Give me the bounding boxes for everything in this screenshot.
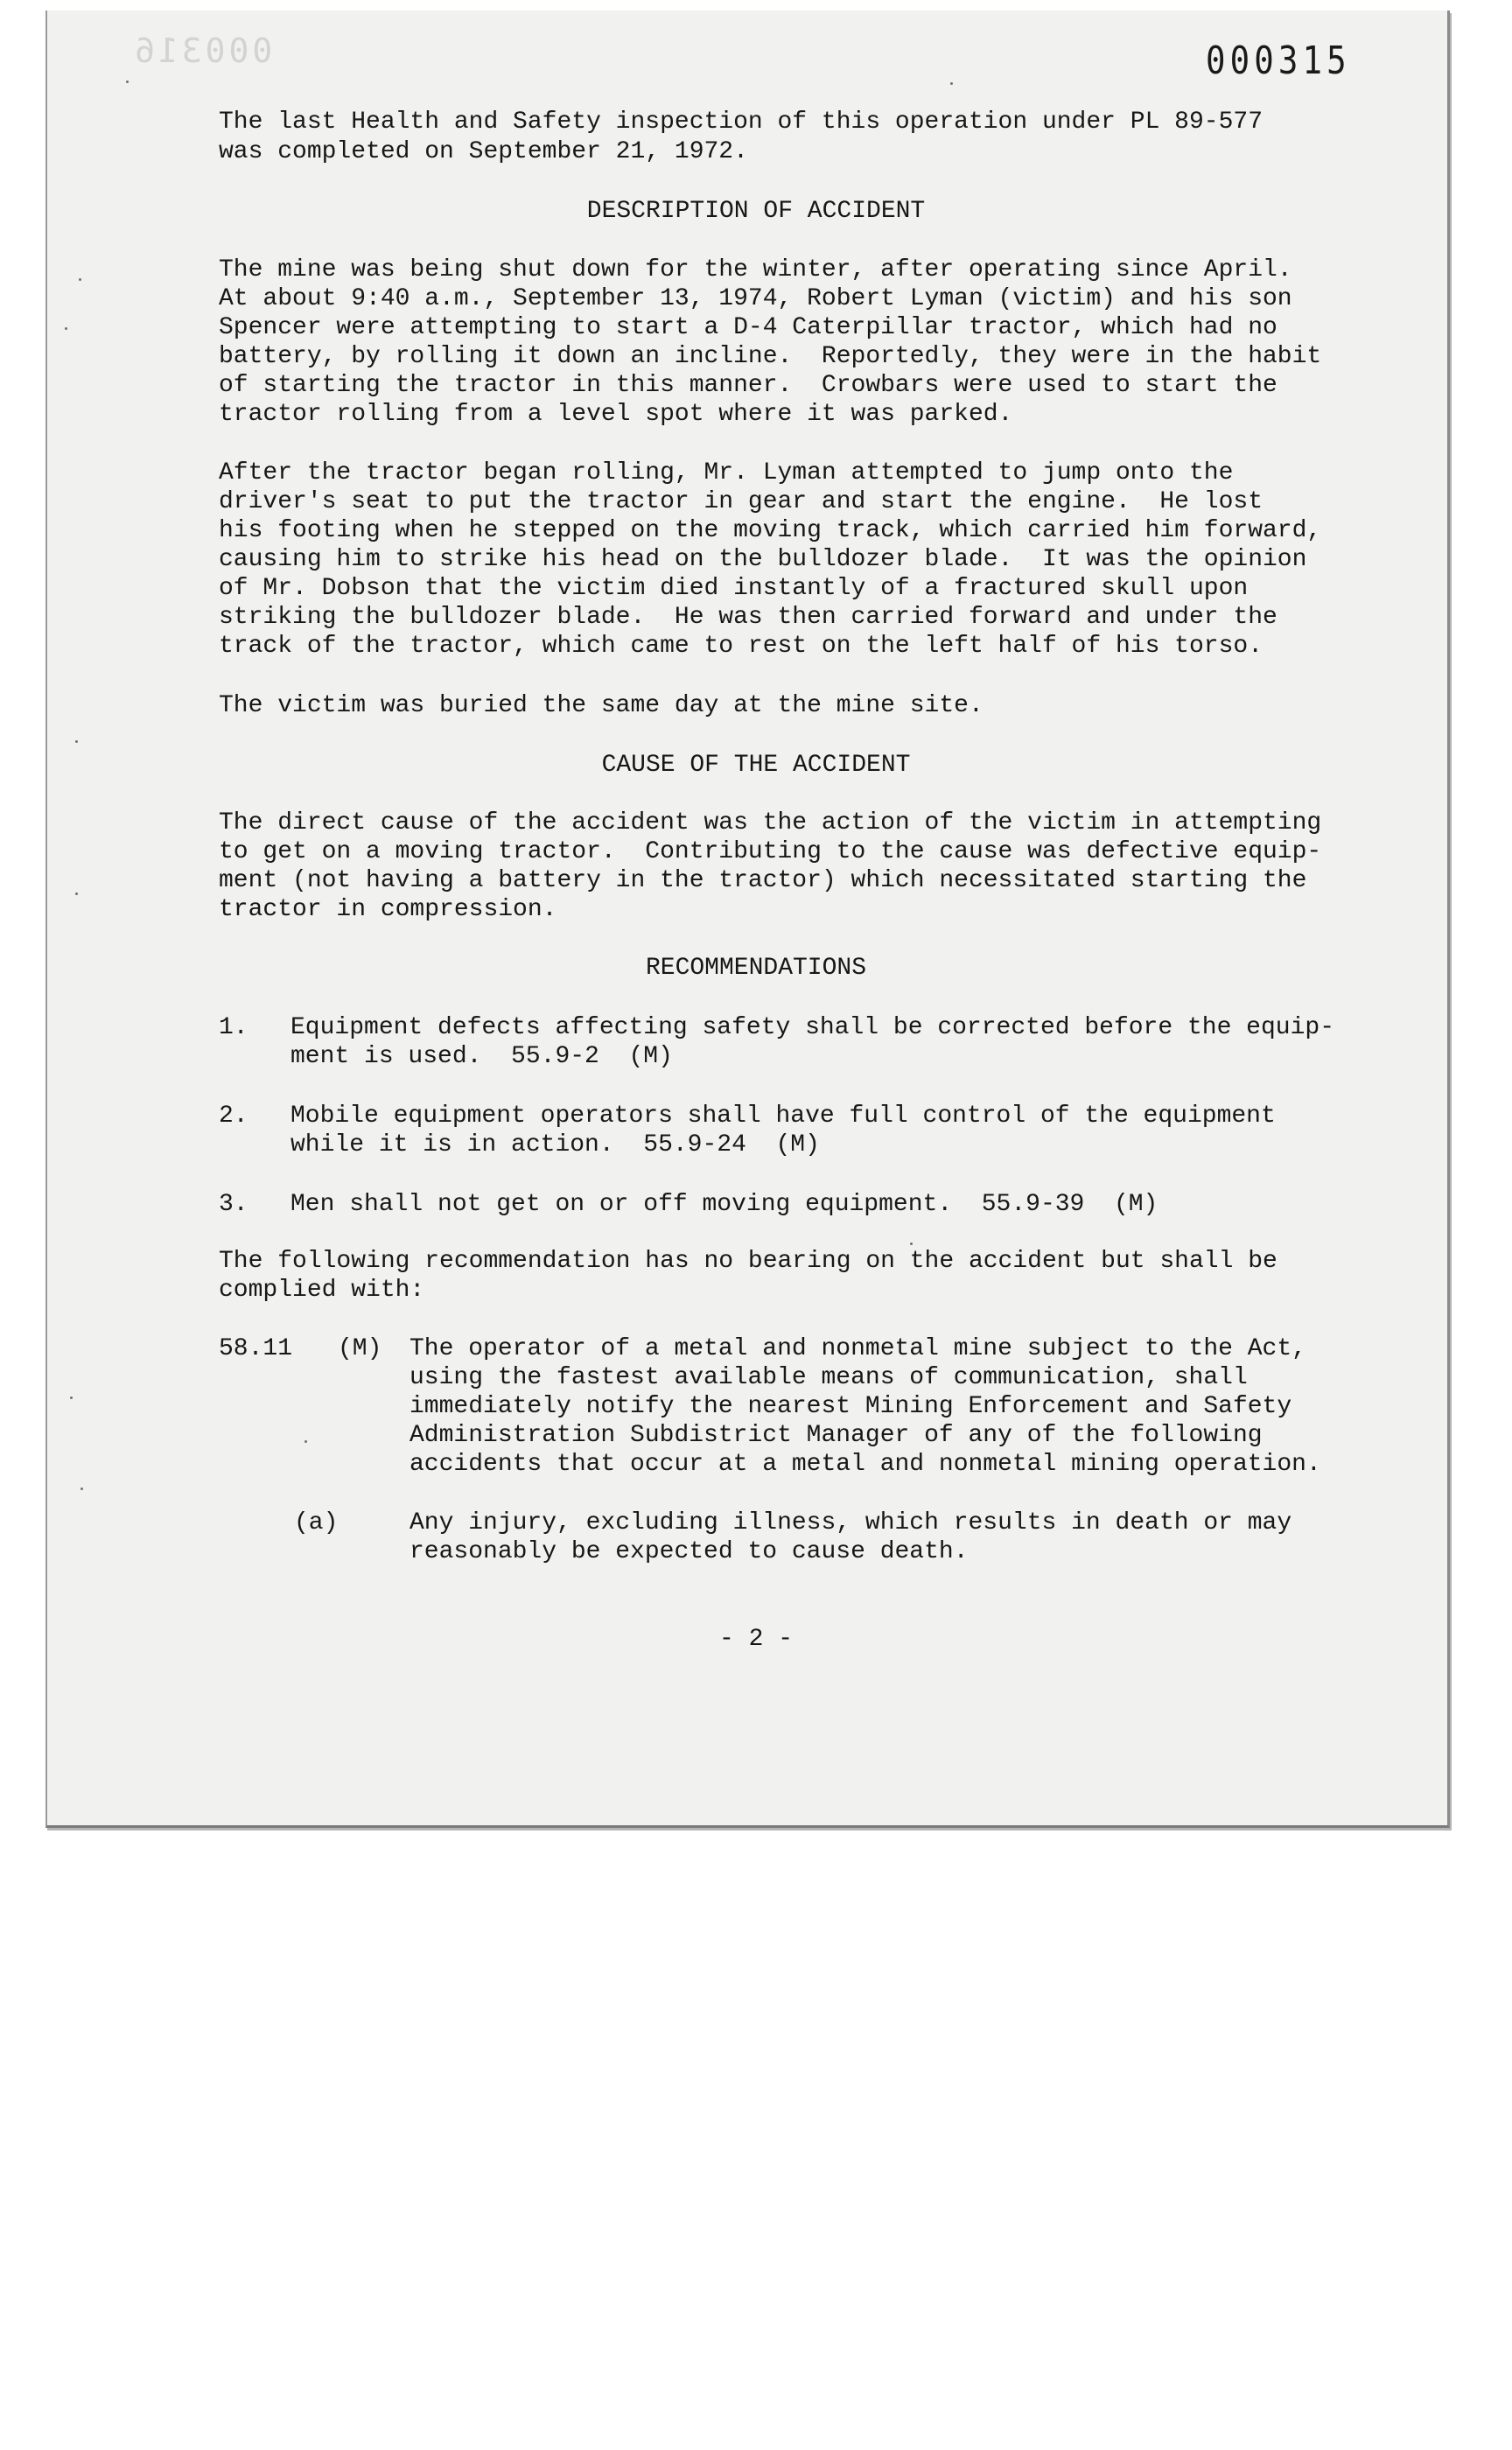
paragraph-line: of Mr. Dobson that the victim died instantly of a fractured skull upon xyxy=(219,575,1249,602)
scan-speck xyxy=(75,892,78,895)
paragraph-line: track of the tractor, which came to rest on the left half of his torso. xyxy=(219,633,1263,660)
scan-speck xyxy=(304,1440,307,1443)
paragraph-line: striking the bulldozer blade. He was then carried forward and under the xyxy=(219,604,1278,631)
bleed-through-stamp: 000316 xyxy=(131,32,273,70)
recommendations-heading: RECOMMENDATIONS xyxy=(645,955,867,982)
intro-line: The last Health and Safety inspection of this operation under PL 89-577 xyxy=(219,108,1263,136)
scan-speck xyxy=(126,80,129,83)
standard-code: 58.11 xyxy=(219,1335,293,1362)
paragraph-line: At about 9:40 a.m., September 13, 1974, Robert Lyman (victim) and his son xyxy=(219,285,1292,312)
paragraph-line: ment (not having a battery in the tractor) which necessitated starting the xyxy=(219,867,1307,894)
description-heading: DESCRIPTION OF ACCIDENT xyxy=(586,198,926,225)
standard-line: The operator of a metal and nonmetal mine subject to the Act, xyxy=(410,1335,1306,1362)
paragraph-line: tractor rolling from a level spot where it was parked. xyxy=(219,401,1013,428)
scan-speck xyxy=(950,82,953,85)
intro-line: was completed on September 21, 1972. xyxy=(219,138,748,165)
sub-item-line: reasonably be expected to cause death. xyxy=(410,1538,969,1565)
paragraph-line: The following recommendation has no bearing on the accident but shall be xyxy=(219,1248,1278,1275)
page-footer: - 2 - xyxy=(718,1626,793,1653)
paragraph-line: The mine was being shut down for the winter, after operating since April. xyxy=(219,256,1292,284)
sub-item-label: (a) xyxy=(294,1509,339,1536)
paragraph-line: driver's seat to put the tractor in gear and start the engine. He lost xyxy=(219,488,1263,515)
sub-item-line: Any injury, excluding illness, which results in death or may xyxy=(410,1509,1292,1536)
document-stamp-number: 000315 xyxy=(1206,38,1351,83)
scan-speck xyxy=(80,1488,83,1490)
paragraph-line: to get on a moving tractor. Contributing to the cause was defective equip- xyxy=(219,838,1322,865)
recommendation-line: ment is used. 55.9-2 (M) xyxy=(290,1043,673,1070)
standard-line: immediately notify the nearest Mining Enforcement and Safety xyxy=(410,1393,1292,1420)
paragraph-line: of starting the tractor in this manner. Crowbars were used to start the xyxy=(219,372,1278,399)
paragraph-line: his footing when he stepped on the moving track, which carried him forward, xyxy=(219,517,1322,544)
scan-speck xyxy=(79,278,81,281)
recommendation-line: Mobile equipment operators shall have full control of the equipment xyxy=(290,1102,1276,1130)
paragraph-line: tractor in compression. xyxy=(219,896,557,923)
standard-line: Administration Subdistrict Manager of any of the following xyxy=(410,1422,1263,1449)
paragraph-line: The direct cause of the accident was the action of the victim in attempting xyxy=(219,809,1322,836)
paragraph-line: After the tractor began rolling, Mr. Lyman attempted to jump onto the xyxy=(219,459,1234,486)
standard-line: using the fastest available means of communication, shall xyxy=(410,1364,1248,1391)
recommendation-line: Equipment defects affecting safety shall be corrected before the equip- xyxy=(290,1014,1334,1041)
recommendation-number: 1. xyxy=(219,1014,248,1041)
paragraph-line: Spencer were attempting to start a D-4 Caterpillar tractor, which had no xyxy=(219,314,1278,341)
paragraph-line: complied with: xyxy=(219,1277,425,1304)
scan-speck xyxy=(75,740,78,743)
recommendation-number: 2. xyxy=(219,1102,248,1130)
cause-heading: CAUSE OF THE ACCIDENT xyxy=(601,752,911,779)
scan-speck xyxy=(65,327,67,330)
paragraph-line: The victim was buried the same day at the mine site. xyxy=(219,692,984,719)
paragraph-line: battery, by rolling it down an incline. Reportedly, they were in the habit xyxy=(219,343,1322,370)
recommendation-number: 3. xyxy=(219,1191,248,1218)
standard-line: accidents that occur at a metal and nonmetal mining operation. xyxy=(410,1451,1321,1478)
recommendation-line: while it is in action. 55.9-24 (M) xyxy=(290,1131,820,1158)
recommendation-line: Men shall not get on or off moving equipment. 55.9-39 (M) xyxy=(290,1191,1158,1218)
paragraph-line: causing him to strike his head on the bulldozer blade. It was the opinion xyxy=(219,546,1307,573)
scan-speck xyxy=(910,1242,913,1245)
scan-speck xyxy=(70,1396,73,1399)
standard-mark: (M) xyxy=(338,1335,382,1362)
